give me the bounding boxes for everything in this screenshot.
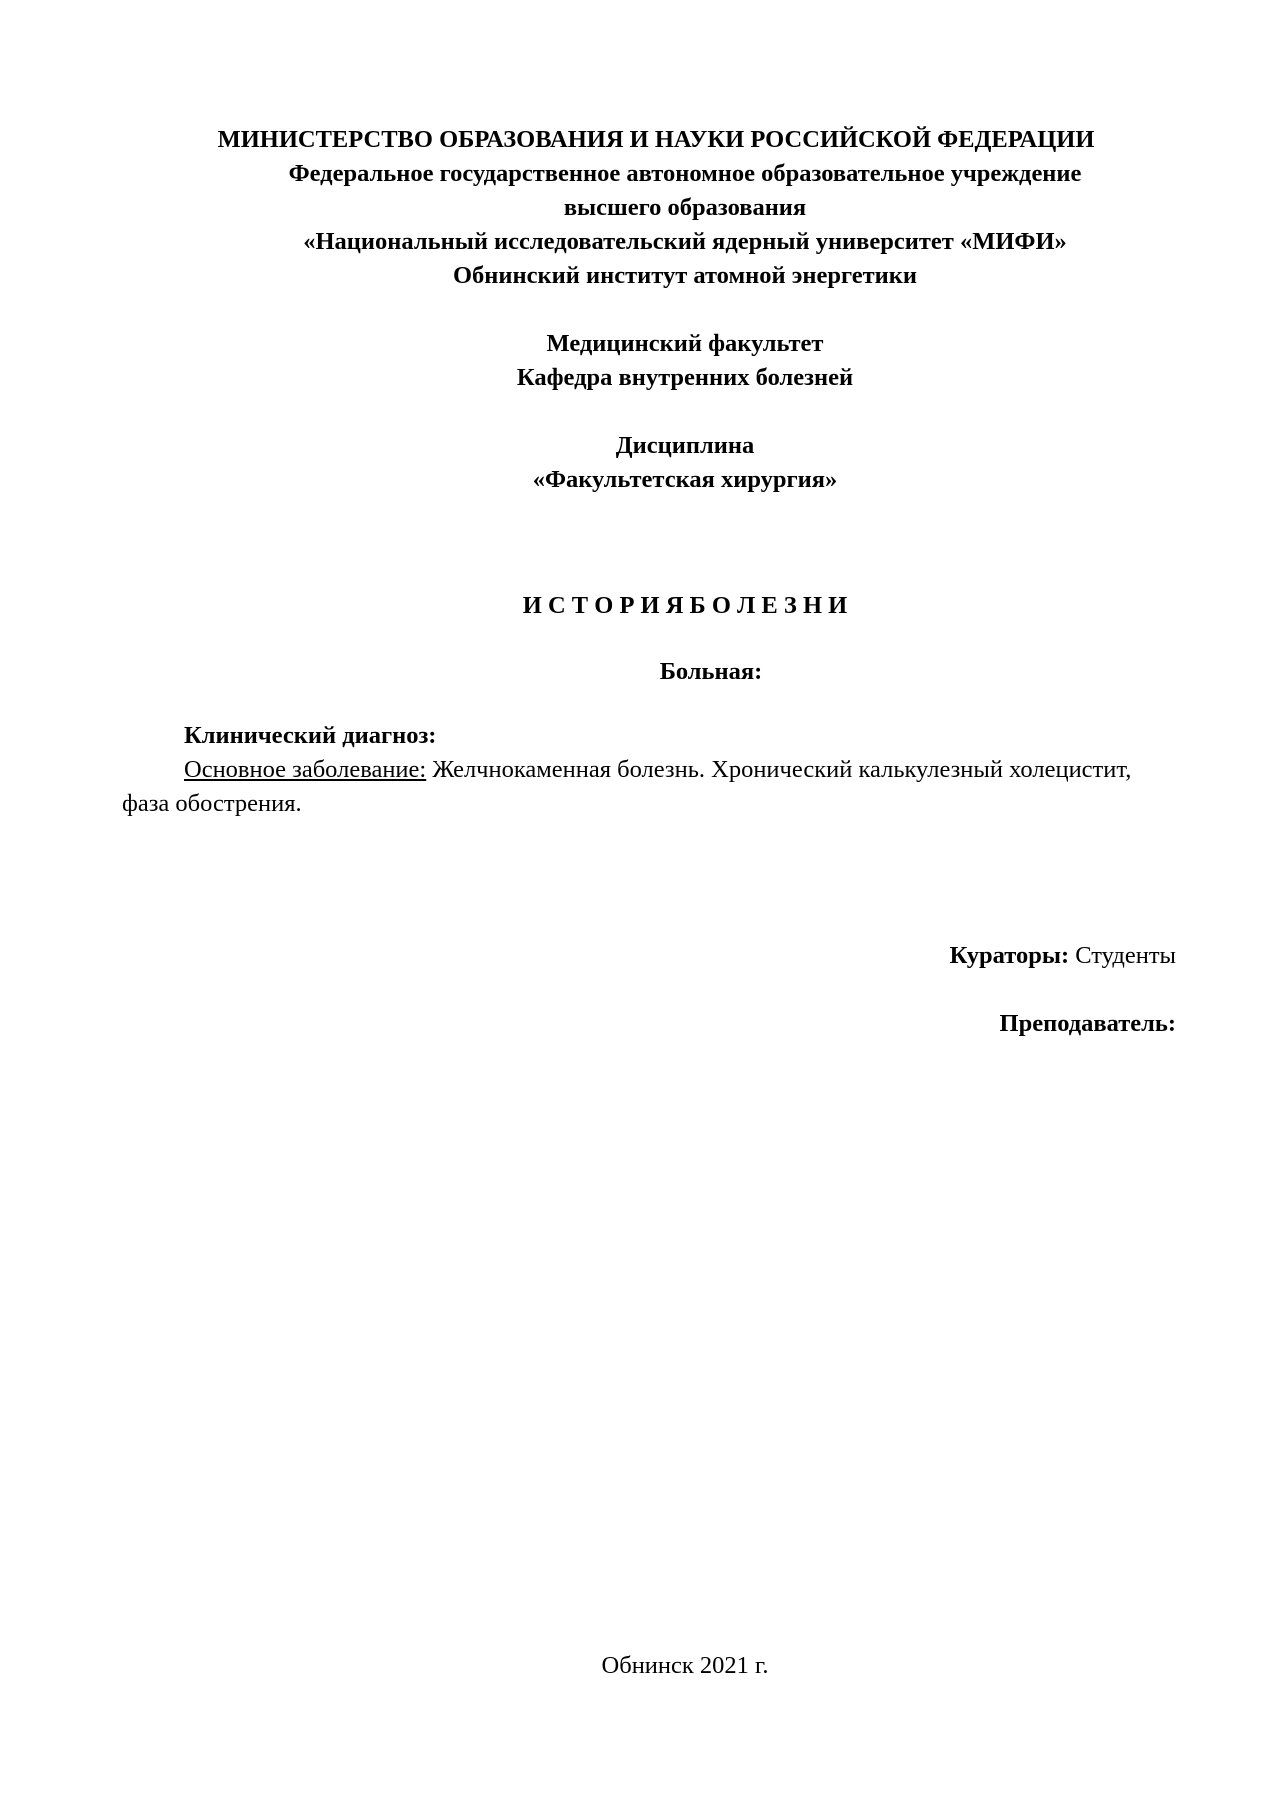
place-and-year: Обнинск 2021 г. xyxy=(601,1652,769,1679)
department-name: Кафедра внутренних болезней xyxy=(516,364,854,391)
patient-label: Больная: xyxy=(659,658,763,685)
curators-label: Кураторы: xyxy=(949,942,1070,969)
teacher-label: Преподаватель: xyxy=(999,1010,1176,1037)
clinical-diagnosis-heading: Клинический диагноз: xyxy=(184,722,437,749)
university-name: «Национальный исследовательский ядерный университет «МИФИ» xyxy=(303,228,1067,255)
discipline-name: «Факультетская хирургия» xyxy=(532,466,838,493)
main-diagnosis-text: Желчнокаменная болезнь. Хронический калькулезный холецистит, xyxy=(426,756,1132,783)
main-diagnosis-label: Основное заболевание: xyxy=(184,756,427,783)
institution-line-1: Федеральное государственное автономное образовательное учреждение xyxy=(288,160,1082,187)
institute-name: Обнинский институт атомной энергетики xyxy=(452,262,918,289)
main-diagnosis-line-2: фаза обострения. xyxy=(122,790,302,817)
document-title: И С Т О Р И Я Б О Л Е З Н И xyxy=(522,592,848,619)
ministry-heading: МИНИСТЕРСТВО ОБРАЗОВАНИЯ И НАУКИ РОССИЙСКОЙ ФЕДЕРАЦИИ xyxy=(217,126,1095,153)
main-diagnosis-line-1 xyxy=(184,755,1131,785)
institution-line-2: высшего образования xyxy=(563,194,807,221)
curators-line xyxy=(950,941,1176,971)
faculty-name: Медицинский факультет xyxy=(546,330,824,357)
curators-value: Студенты xyxy=(1069,942,1176,969)
discipline-label: Дисциплина xyxy=(615,432,755,459)
